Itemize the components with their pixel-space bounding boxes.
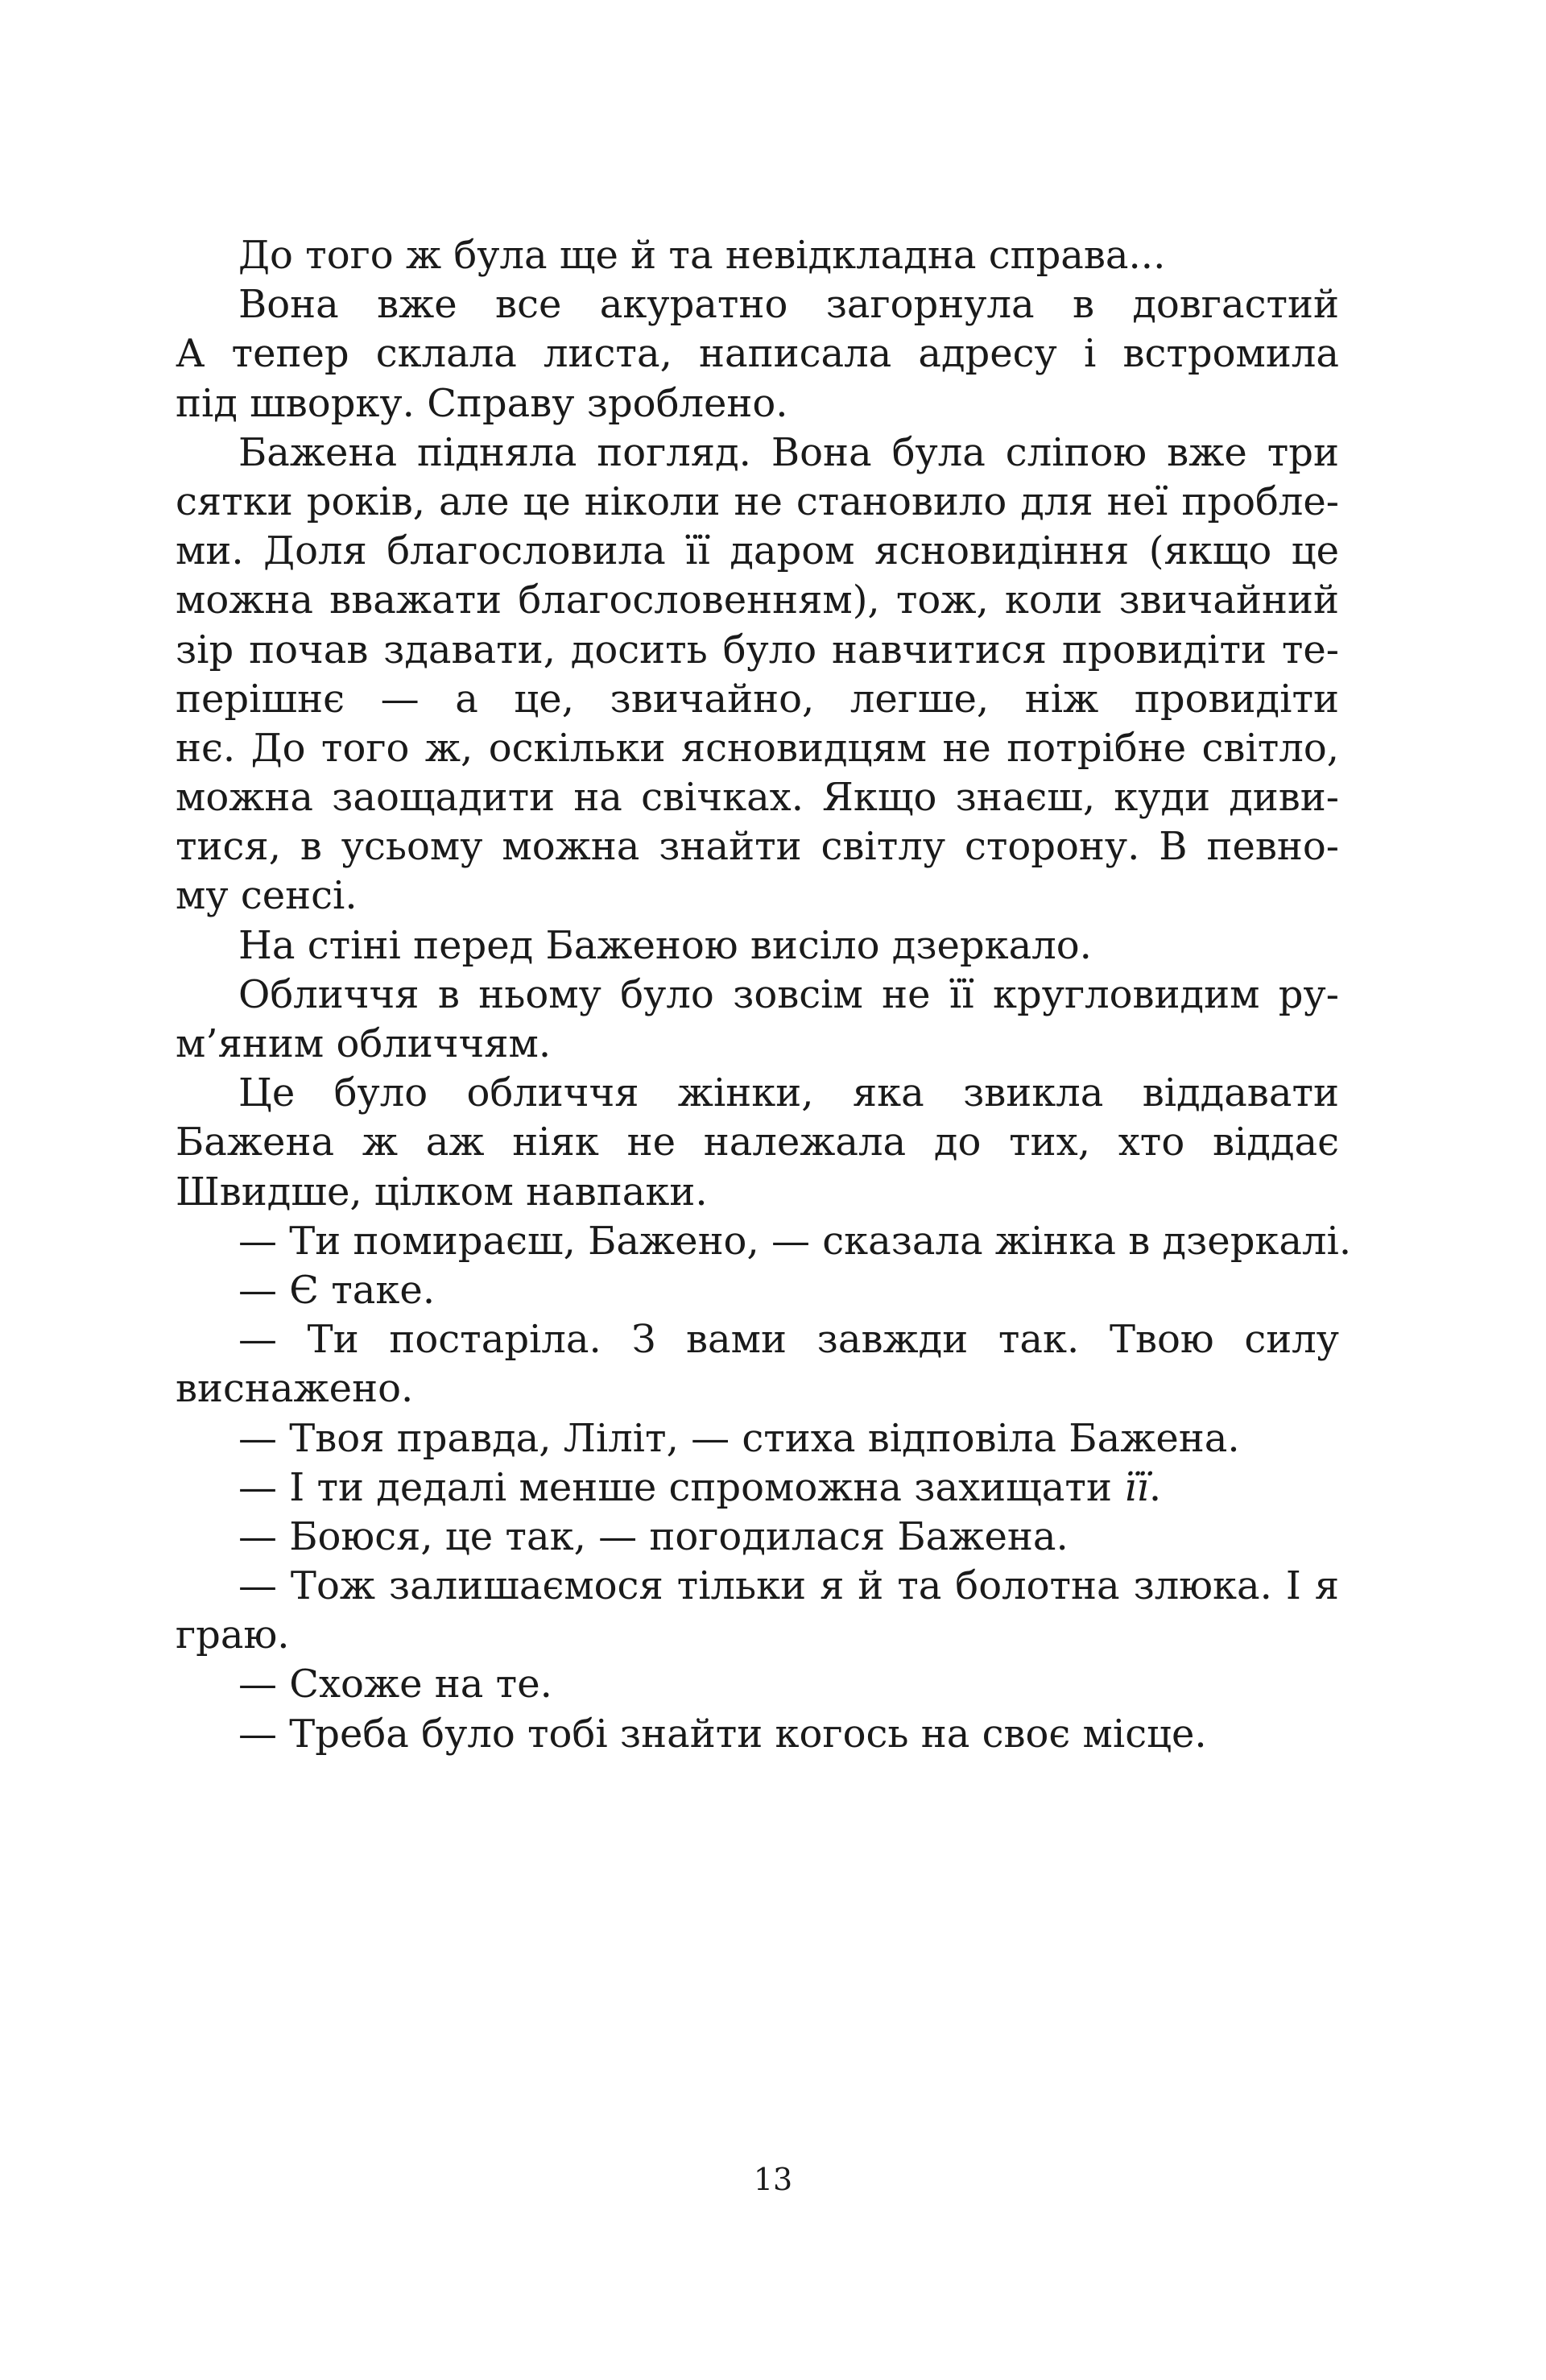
text-line: Бажена підняла погляд. Вона була сліпою вже три — [238, 429, 1339, 475]
text-run: — І ти дедалі менше спроможна захищати — [238, 1464, 1125, 1510]
text-line: — Ти постаріла. З вами завжди так. Твою силу — [238, 1317, 1339, 1363]
text-line: Обличчя в ньому було зовсім не її кругловидим ру- — [238, 971, 1339, 1017]
text-line: під шворку. Справу зроблено. — [176, 380, 788, 426]
text-run: . — [1148, 1464, 1162, 1510]
text-line: — Ти помираєш, Бажено, — сказала жінка в дзеркалі. — [238, 1218, 1352, 1264]
text-line: Швидше, цілком навпаки. — [176, 1169, 708, 1215]
text-line: — Є таке. — [238, 1267, 436, 1313]
text-line: Вона вже все акуратно загорнула в довгастий — [238, 282, 1339, 328]
text-line: тися, в усьому можна знайти світлу сторону. В певно- — [176, 824, 1339, 870]
text-line: — Боюся, це так, — погодилася Бажена. — [238, 1513, 1069, 1559]
text-line: Це було обличчя жінки, яка звикла віддавати — [238, 1070, 1339, 1116]
text-line: граю. — [176, 1612, 290, 1658]
text-line: До того ж була ще й та невідкладна справа... — [238, 233, 1166, 278]
text-line: — Схоже на те. — [238, 1662, 552, 1707]
text-line: нє. До того ж, оскільки ясновидцям не потрібне світло, — [176, 725, 1339, 771]
text-line: ми. Доля благословила її даром ясновидіння (якщо це — [176, 528, 1339, 574]
text-line: м’яним обличчям. — [176, 1021, 552, 1066]
text-line: можна вважати благословенням), тож, коли звичайний — [176, 577, 1339, 623]
text-line: — Твоя правда, Ліліт, — стиха відповіла Бажена. — [238, 1415, 1240, 1461]
text-line: можна заощадити на свічках. Якщо знаєш, куди диви- — [176, 775, 1339, 821]
body-text — [176, 231, 1352, 1759]
text-line: виснажено. — [176, 1366, 414, 1412]
text-line: му сенсі. — [176, 873, 358, 919]
text-line: — Тож залишаємося тільки я й та болотна злюка. І я — [238, 1563, 1339, 1609]
text-line: перішнє — а це, звичайно, легше, ніж провидіти — [176, 676, 1339, 722]
text-line: зір почав здавати, досить було навчитися провидіти те- — [176, 627, 1339, 673]
text-line: — Треба було тобі знайти когось на своє місце. — [238, 1711, 1207, 1757]
text-line: Бажена ж аж ніяк не належала до тих, хто віддає — [176, 1120, 1339, 1165]
text-line: А тепер склала листа, написала адресу і встромила — [176, 331, 1339, 377]
text-line — [176, 1463, 1339, 1513]
italic-text: її — [1124, 1464, 1149, 1510]
text-line: На стіні перед Баженою висіло дзеркало. — [238, 922, 1092, 968]
text-line: сятки років, але це ніколи не становило для неї пробле- — [176, 478, 1339, 524]
page-number: 13 — [753, 2162, 793, 2197]
